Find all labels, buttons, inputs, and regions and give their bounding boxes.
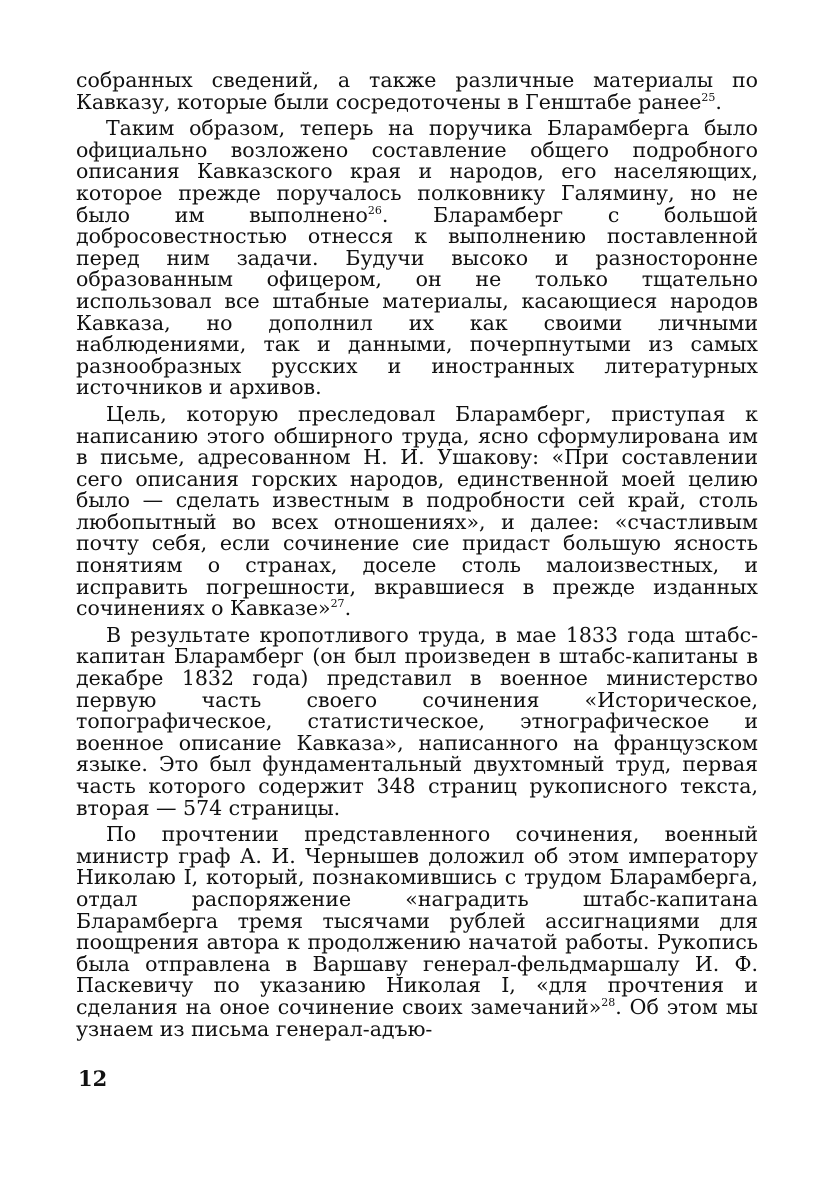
paragraph bbox=[76, 118, 758, 399]
text-run: Таким образом, теперь на поручика Бларамберга было официально возложено составление общего подробного описания Кавказского края и народов, его населяющих, которое прежде поручалось полковнику Галямину, но не было им выполнено bbox=[76, 116, 758, 227]
text-run: . Бларамберг с большой добросовестностью отнесся к выполнению поставленной перед ним задачи. Будучи высоко и разносторонне образованным офицером, он не только тщательно использовал все штабные материалы, касающиеся народов Кавказа, но дополнил их как своими личными наблюдениями, так и данными, почерпнутыми из самых разнообразных русских и иностранных литературных источников и архивов. bbox=[76, 202, 758, 400]
paragraph bbox=[76, 401, 758, 621]
paragraph bbox=[76, 70, 758, 113]
text-run: . bbox=[715, 89, 722, 114]
footnote-ref: 27 bbox=[330, 597, 345, 611]
text-run: . Об этом мы узнаем из письма генерал-адъю- bbox=[76, 994, 758, 1041]
paragraph bbox=[76, 824, 758, 1040]
text-run: собранных сведений, а также различные материалы по Кавказу, которые были сосредоточены в Генштабе ранее bbox=[76, 68, 758, 114]
footnote-ref: 28 bbox=[601, 996, 616, 1010]
text-run: . bbox=[344, 596, 352, 621]
footnote-ref: 25 bbox=[701, 90, 716, 104]
paragraph bbox=[76, 622, 758, 820]
text-run: В результате кропотливого труда, в мае 1833 года штабс-капитан Бларамберг (он был произведен в штабс-капитаны в декабре 1832 года) представил в военное министерство первую часть своего сочинения «Историческое, топографическое, статистическое, этнографическое и военное описание Кавказа», написанного на французском языке. Это был фундаментальный двухтомный труд, первая часть которого содержит 348 страниц рукописного текста, вторая — 574 страницы. bbox=[76, 622, 758, 820]
text-run: По прочтении представленного сочинения, военный министр граф А. И. Чернышев доложил об этом императору Николаю I, который, познакомившись с трудом Бларамберга, отдал распоряжение «наградить штабс-капитана Бларамберга тремя тысячами рублей ассигнациями для поощрения автора к продолжению начатой работы. Рукопись была отправлена в Варшаву генерал-фельдмаршалу И. Ф. Паскевичу по указанию Николая I, «для прочтения и сделания на оное сочинение своих замечаний» bbox=[76, 822, 758, 1019]
text-run: Цель, которую преследовал Бларамберг, приступая к написанию этого обширного труда, ясно сформулирована им в письме, адресованном Н. И. Ушакову: «При составлении сего описания горских народов, единственной моей целию было — сделать известным в подробности сей край, столь любопытный во всех отношениях», и далее: «счастливым почту себя, если сочинение сие придаст большую ясность понятиям о странах, доселе столь малоизвестных, и исправить погрешности, вкравшиеся в прежде изданных сочинениях о Кавказе» bbox=[76, 401, 758, 621]
page-number: 12 bbox=[78, 1066, 108, 1091]
body-text bbox=[76, 70, 758, 1045]
footnote-ref: 26 bbox=[367, 203, 382, 217]
